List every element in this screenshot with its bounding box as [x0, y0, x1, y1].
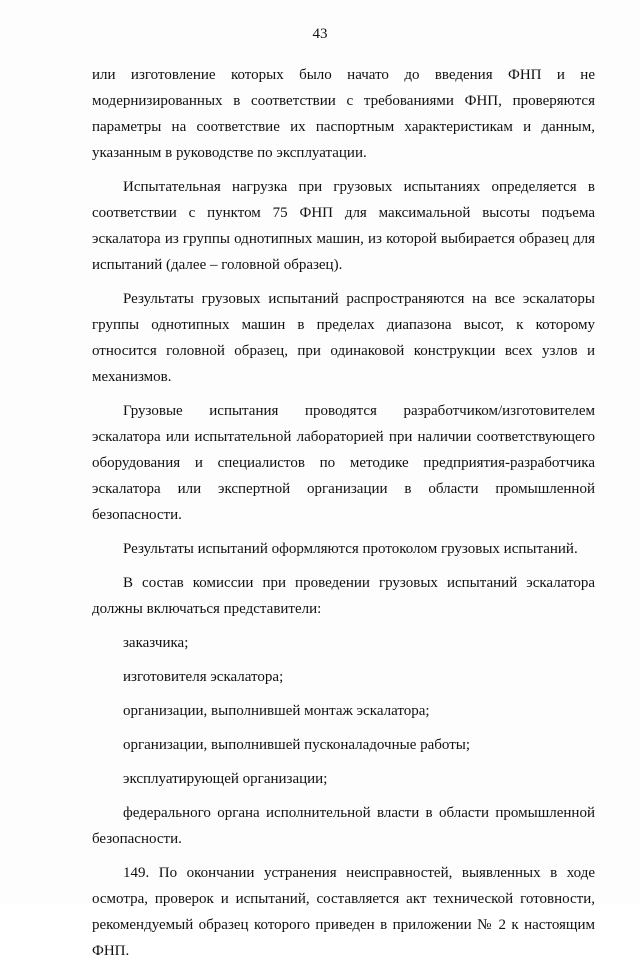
page-number: 43: [312, 26, 328, 42]
list-item: организации, выполнившей пусконаладочные работы;: [123, 737, 470, 753]
list-item: заказчика;: [123, 635, 189, 651]
paragraph-test-protocol: Результаты испытаний оформляются протоколом грузовых испытаний.: [123, 541, 578, 557]
list-item: эксплуатирующей организации;: [123, 771, 328, 787]
paragraph-continuation: или изготовление которых было начато до введения ФНП и не модернизированных в соответствии с требованиями ФНП, проверяются параметры на соответствие их паспортным характеристикам и данным, указанным в руководстве по эксплуатации.: [92, 67, 595, 161]
paragraph-commission: В состав комиссии при проведении грузовых испытаний эскалатора должны включаться представители:: [92, 575, 595, 617]
document-body: [92, 62, 595, 964]
paragraph-test-load: Испытательная нагрузка при грузовых испытаниях определяется в соответствии с пунктом 75 ФНП для максимальной высоты подъема эскалатора из группы однотипных машин, из которой выбирается образец для испытаний (далее – головной образец).: [92, 179, 595, 273]
list-item: организации, выполнившей монтаж эскалатора;: [123, 703, 430, 719]
paragraph-test-results-scope: Результаты грузовых испытаний распространяются на все эскалаторы группы однотипных машин в пределах диапазона высот, к которому относится головной образец, при одинаковой конструкции всех узлов и механизмов.: [92, 291, 595, 385]
paragraph-test-conductors: Грузовые испытания проводятся разработчиком/изготовителем эскалатора или испытательной лабораторией при наличии соответствующего оборудования и специалистов по методике предприятия-разработчика эскалатора или экспертной организации в области промышленной безопасности.: [92, 403, 595, 523]
paragraph-149: 149. По окончании устранения неисправностей, выявленных в ходе осмотра, проверок и испытаний, составляется акт технической готовности, рекомендуемый образец которого приведен в приложении № 2 к настоящим ФНП.: [92, 865, 595, 959]
list-item: изготовителя эскалатора;: [123, 669, 284, 685]
paragraph-federal-authority: федерального органа исполнительной власти в области промышленной безопасности.: [92, 805, 595, 847]
commission-list: [92, 630, 595, 792]
